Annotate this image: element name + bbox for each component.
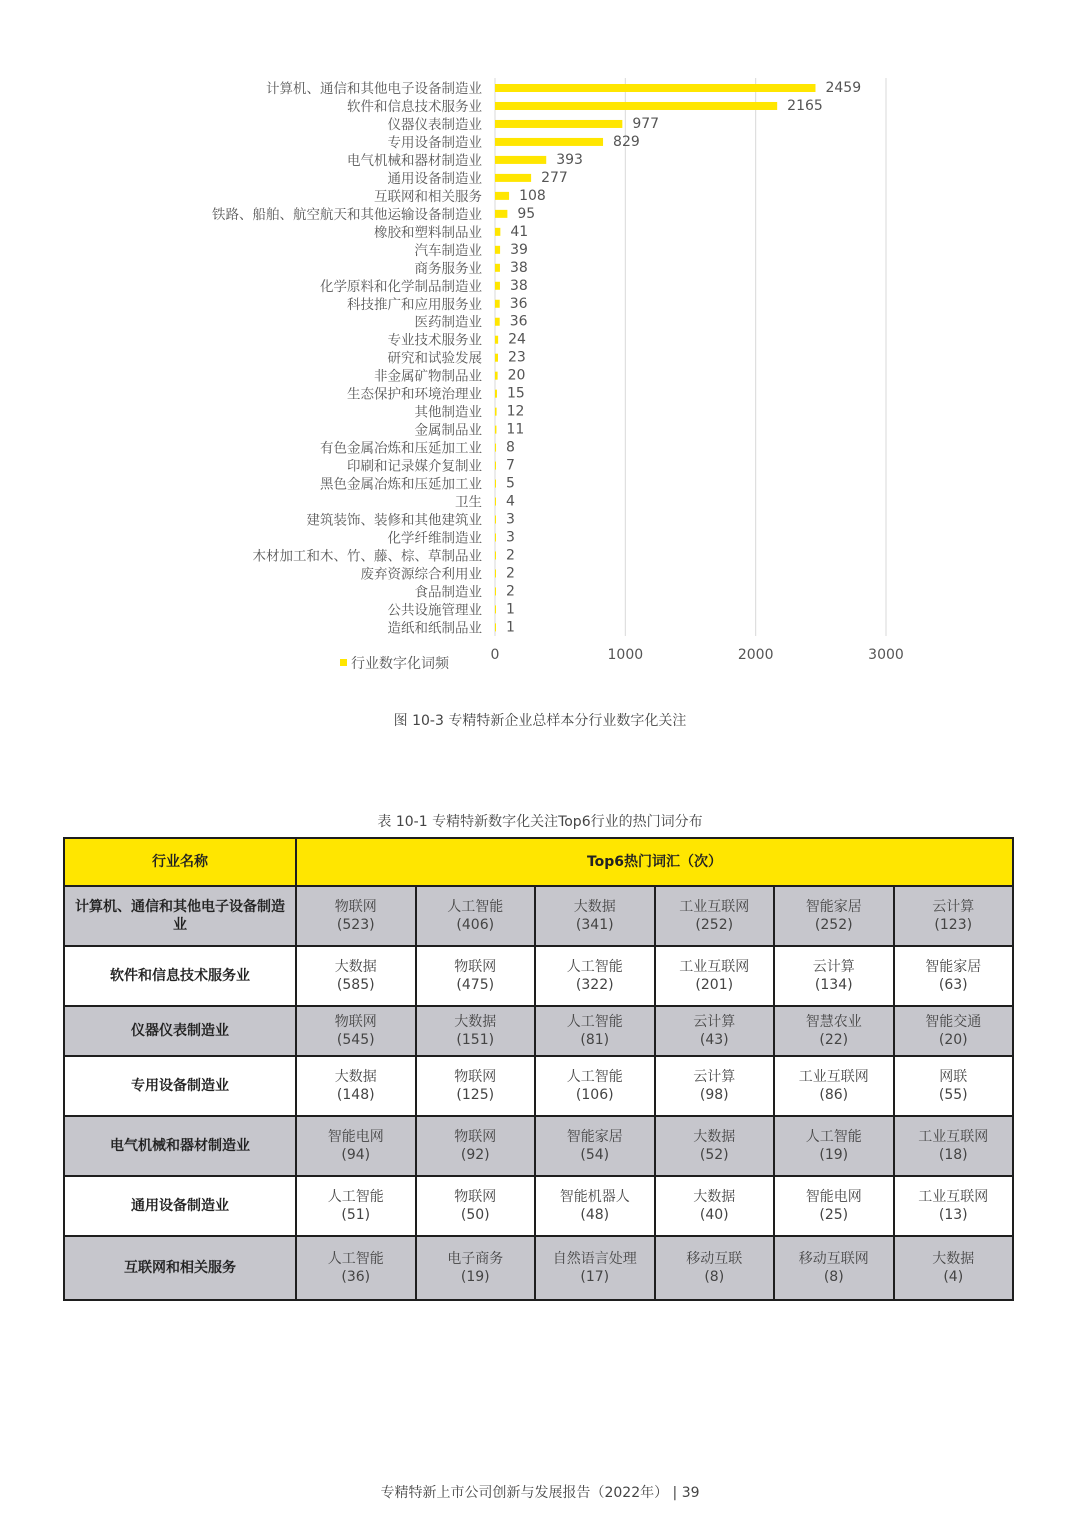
category-label: 仪器仪表制造业 — [387, 116, 482, 133]
hot-word-count: (134) — [814, 977, 853, 993]
hot-word-count: (201) — [695, 977, 734, 993]
hot-word: 物联网 — [454, 959, 497, 975]
category-label: 其他制造业 — [414, 404, 482, 421]
hot-word-cell — [535, 1236, 655, 1300]
table-row — [64, 1006, 1013, 1056]
category-label: 化学原料和化学制品制造业 — [320, 278, 482, 295]
hot-word-count: (92) — [460, 1147, 490, 1163]
value-label: 5 — [506, 475, 515, 492]
hot-word-cell — [535, 1056, 655, 1116]
value-label: 39 — [510, 241, 528, 258]
hot-word: 物联网 — [334, 899, 377, 915]
value-label: 24 — [508, 331, 526, 348]
x-tick-label: 3000 — [868, 647, 904, 663]
hot-word-count: (341) — [575, 917, 614, 933]
bar — [495, 300, 500, 308]
hot-word-cell — [416, 1116, 536, 1176]
hot-word-count: (151) — [456, 1032, 495, 1048]
value-label: 8 — [506, 439, 515, 456]
hot-word-count: (125) — [456, 1087, 495, 1103]
category-label: 通用设备制造业 — [387, 170, 482, 187]
hot-word: 工业互联网 — [918, 1189, 989, 1205]
category-label: 计算机、通信和其他电子设备制造业 — [266, 81, 482, 97]
hot-word: 云计算 — [693, 1014, 736, 1030]
category-label: 黑色金属冶炼和压延加工业 — [320, 476, 482, 493]
hot-word-cell — [655, 1056, 775, 1116]
hot-word: 工业互联网 — [798, 1069, 869, 1085]
hot-word: 云计算 — [932, 899, 975, 915]
hot-word-cell — [416, 1236, 536, 1300]
value-label: 20 — [507, 367, 526, 384]
bar — [495, 264, 500, 272]
value-label: 12 — [506, 403, 525, 420]
category-label: 电气机械和器材制造业 — [347, 152, 482, 169]
hot-word-count: (81) — [580, 1032, 610, 1048]
category-label: 专用设备制造业 — [387, 134, 482, 151]
industry-name: 计算机、通信和其他电子设备制造业 — [64, 886, 296, 946]
table-row — [64, 886, 1013, 946]
hot-word-cell — [296, 1236, 416, 1300]
hot-word-count: (8) — [704, 1269, 725, 1285]
hot-word-cell — [296, 1056, 416, 1116]
industry-name: 电气机械和器材制造业 — [64, 1116, 296, 1176]
hot-word-cell — [774, 1006, 894, 1056]
bar — [495, 444, 496, 452]
hot-word: 物联网 — [454, 1069, 497, 1085]
hot-word: 大数据 — [573, 899, 616, 915]
bar — [495, 84, 815, 92]
hot-word: 云计算 — [812, 959, 855, 975]
hot-word-count: (51) — [341, 1207, 371, 1223]
hot-word: 人工智能 — [447, 899, 504, 915]
category-label: 公共设施管理业 — [387, 602, 482, 619]
bar — [495, 587, 496, 595]
hot-word-count: (63) — [938, 977, 968, 993]
industry-name: 互联网和相关服务 — [64, 1236, 296, 1300]
hot-word-count: (55) — [938, 1087, 968, 1103]
category-label: 卫生 — [455, 494, 482, 511]
value-label: 977 — [632, 115, 660, 132]
hot-word-count: (48) — [580, 1207, 610, 1223]
category-label: 建筑装饰、装修和其他建筑业 — [306, 512, 482, 529]
bar — [495, 426, 496, 434]
value-label: 2 — [506, 547, 515, 564]
hot-word-count: (13) — [938, 1207, 968, 1223]
bar — [495, 354, 498, 362]
category-label: 医药制造业 — [414, 314, 482, 331]
hot-word: 智能电网 — [327, 1129, 384, 1145]
hot-word: 智能电网 — [805, 1189, 862, 1205]
hot-word-count: (36) — [341, 1269, 371, 1285]
hot-word-cell — [535, 1176, 655, 1236]
hot-word: 移动互联网 — [798, 1251, 869, 1267]
table-row — [64, 946, 1013, 1006]
bar — [495, 156, 546, 164]
table-header-row — [64, 838, 1013, 886]
hot-word-cell — [774, 1236, 894, 1300]
hot-word-count: (43) — [699, 1032, 729, 1048]
hot-word-cell — [296, 1006, 416, 1056]
table-caption: 表 10-1 专精特新数字化关注Top6行业的热门词分布 — [377, 814, 703, 830]
category-label: 互联网和相关服务 — [374, 188, 482, 205]
hot-word-cell — [894, 1236, 1014, 1300]
value-label: 2165 — [787, 97, 823, 114]
category-label: 金属制品业 — [414, 422, 482, 439]
table-row — [64, 1056, 1013, 1116]
value-label: 3 — [506, 511, 515, 528]
bar — [495, 569, 496, 577]
hot-word: 人工智能 — [566, 1014, 623, 1030]
hot-word: 云计算 — [693, 1069, 736, 1085]
value-label: 15 — [506, 385, 525, 402]
value-label: 393 — [556, 151, 583, 168]
bar — [495, 623, 496, 631]
hot-word-count: (4) — [943, 1269, 964, 1285]
hot-word-cell — [774, 1056, 894, 1116]
hot-word-count: (322) — [575, 977, 614, 993]
hot-word-count: (8) — [823, 1269, 844, 1285]
hot-word-count: (40) — [699, 1207, 729, 1223]
hot-word-count: (252) — [814, 917, 853, 933]
hot-word: 大数据 — [454, 1014, 497, 1030]
hot-word-cell — [416, 1056, 536, 1116]
legend-label: 行业数字化词频 — [351, 656, 449, 672]
hot-word-count: (54) — [580, 1147, 610, 1163]
bar — [495, 210, 507, 218]
hot-word-cell — [655, 946, 775, 1006]
industry-name: 仪器仪表制造业 — [64, 1006, 296, 1056]
hot-word: 智能家居 — [566, 1129, 623, 1145]
hot-word: 电子商务 — [447, 1251, 504, 1267]
legend-swatch — [340, 659, 347, 666]
hot-word-cell — [296, 946, 416, 1006]
bar — [495, 605, 496, 613]
hot-word: 智能交通 — [925, 1014, 982, 1030]
bar — [495, 174, 531, 182]
hot-word-count: (523) — [336, 917, 375, 933]
bar — [495, 408, 497, 416]
category-label: 印刷和记录媒介复制业 — [347, 458, 482, 475]
industry-name: 专用设备制造业 — [64, 1056, 296, 1116]
hot-word-cell — [774, 886, 894, 946]
hot-word: 人工智能 — [566, 1069, 623, 1085]
category-label: 铁路、船舶、航空航天和其他运输设备制造业 — [212, 206, 482, 223]
hot-word: 工业互联网 — [918, 1129, 989, 1145]
header-top6: Top6热门词汇（次） — [296, 838, 1013, 886]
hot-word-count: (22) — [819, 1032, 849, 1048]
hot-word: 自然语言处理 — [552, 1251, 637, 1267]
bar — [495, 120, 622, 128]
bar — [495, 228, 500, 236]
bar — [495, 282, 500, 290]
value-label: 1 — [506, 601, 515, 618]
hot-word-cell — [296, 1176, 416, 1236]
bar — [495, 480, 496, 488]
bar — [495, 138, 603, 146]
hot-word: 工业互联网 — [679, 899, 750, 915]
hot-word-cell — [296, 1116, 416, 1176]
bar — [495, 246, 500, 254]
hot-word-cell — [655, 1176, 775, 1236]
category-label: 食品制造业 — [414, 584, 482, 601]
hot-word-cell — [894, 886, 1014, 946]
hot-word: 智能家居 — [805, 899, 862, 915]
hot-word: 大数据 — [693, 1129, 736, 1145]
hot-word-cell — [894, 1056, 1014, 1116]
hot-word-count: (475) — [456, 977, 495, 993]
value-label: 829 — [613, 133, 640, 150]
hot-word-cell — [535, 946, 655, 1006]
bar — [495, 534, 496, 542]
category-label: 汽车制造业 — [414, 242, 482, 259]
value-label: 1 — [506, 619, 515, 636]
hot-word-count: (94) — [341, 1147, 371, 1163]
value-label: 3 — [506, 529, 515, 546]
hot-word-count: (18) — [938, 1147, 968, 1163]
value-label: 38 — [509, 277, 528, 294]
bar — [495, 516, 496, 524]
value-label: 11 — [506, 421, 525, 438]
hot-word-cell — [655, 886, 775, 946]
hot-word-cell — [894, 1176, 1014, 1236]
table-row — [64, 1176, 1013, 1236]
hot-word-cell — [894, 946, 1014, 1006]
hot-word: 大数据 — [334, 1069, 377, 1085]
hot-word-cell — [774, 1176, 894, 1236]
bar — [495, 336, 498, 344]
category-label: 研究和试验发展 — [387, 350, 482, 367]
hot-word-cell — [894, 1116, 1014, 1176]
hot-word: 大数据 — [693, 1189, 736, 1205]
table-row — [64, 1116, 1013, 1176]
value-label: 41 — [510, 223, 529, 240]
hot-word-cell — [296, 886, 416, 946]
category-label: 商务服务业 — [414, 260, 482, 277]
hot-word-cell — [535, 1006, 655, 1056]
hot-word: 人工智能 — [327, 1189, 384, 1205]
value-label: 4 — [506, 493, 515, 510]
value-label: 36 — [509, 313, 528, 330]
value-label: 23 — [507, 349, 526, 366]
hot-word-count: (585) — [336, 977, 375, 993]
category-label: 生态保护和环境治理业 — [347, 386, 482, 403]
category-label: 化学纤维制造业 — [387, 530, 482, 547]
hot-words-table — [63, 837, 1014, 1301]
header-industry: 行业名称 — [64, 838, 296, 886]
hot-word: 物联网 — [454, 1189, 497, 1205]
hot-word-cell — [894, 1006, 1014, 1056]
value-label: 2 — [506, 565, 515, 582]
value-label: 36 — [509, 295, 528, 312]
hot-word-count: (19) — [460, 1269, 490, 1285]
page-footer: 专精特新上市公司创新与发展报告（2022年） | 39 — [380, 1485, 700, 1501]
bar — [495, 102, 777, 110]
hot-word-cell — [416, 1176, 536, 1236]
hot-word-count: (123) — [934, 917, 973, 933]
hot-word-cell — [416, 1006, 536, 1056]
hot-word-count: (545) — [336, 1032, 375, 1048]
hot-word-cell — [655, 1116, 775, 1176]
figure-caption: 图 10-3 专精特新企业总样本分行业数字化关注 — [393, 713, 687, 729]
hot-word-cell — [416, 946, 536, 1006]
hot-word: 大数据 — [932, 1251, 975, 1267]
bar — [495, 192, 509, 200]
hot-word-cell — [655, 1006, 775, 1056]
hot-word-count: (406) — [456, 917, 495, 933]
hot-word-count: (86) — [819, 1087, 849, 1103]
hot-word: 工业互联网 — [679, 959, 750, 975]
hot-word: 网联 — [939, 1069, 968, 1085]
bar-chart — [0, 0, 1080, 690]
bar — [495, 551, 496, 559]
category-label: 废弃资源综合利用业 — [360, 566, 482, 583]
value-label: 108 — [519, 187, 546, 204]
category-label: 专业技术服务业 — [387, 332, 482, 349]
category-label: 软件和信息技术服务业 — [347, 98, 482, 115]
value-label: 2459 — [825, 80, 862, 96]
hot-word: 物联网 — [454, 1129, 497, 1145]
hot-word-count: (25) — [819, 1207, 849, 1223]
bar — [495, 462, 496, 470]
category-label: 造纸和纸制品业 — [387, 620, 482, 637]
hot-word: 智慧农业 — [805, 1014, 862, 1030]
value-label: 277 — [541, 169, 568, 186]
hot-word-count: (50) — [460, 1207, 490, 1223]
category-label: 木材加工和木、竹、藤、棕、草制品业 — [252, 548, 482, 565]
category-label: 非金属矿物制品业 — [374, 368, 482, 385]
value-label: 38 — [509, 259, 528, 276]
hot-word-count: (52) — [699, 1147, 729, 1163]
x-tick-label: 1000 — [607, 647, 644, 663]
hot-word: 智能家居 — [925, 959, 982, 975]
value-label: 2 — [506, 583, 515, 600]
hot-word-cell — [774, 1116, 894, 1176]
hot-word-count: (17) — [580, 1269, 610, 1285]
bar — [495, 318, 500, 326]
hot-word-cell — [655, 1236, 775, 1300]
category-label: 科技推广和应用服务业 — [347, 296, 482, 313]
category-label: 橡胶和塑料制品业 — [374, 224, 482, 241]
hot-word: 人工智能 — [566, 959, 623, 975]
hot-word-count: (19) — [819, 1147, 849, 1163]
hot-word-cell — [774, 946, 894, 1006]
value-label: 95 — [517, 205, 536, 222]
hot-word-cell — [535, 1116, 655, 1176]
hot-word-count: (98) — [699, 1087, 729, 1103]
bar — [495, 390, 497, 398]
hot-word: 物联网 — [334, 1014, 377, 1030]
hot-word: 大数据 — [334, 959, 377, 975]
hot-word-count: (252) — [695, 917, 734, 933]
hot-word-count: (20) — [938, 1032, 968, 1048]
hot-word-count: (106) — [575, 1087, 614, 1103]
value-label: 7 — [506, 457, 515, 474]
x-tick-label: 0 — [490, 647, 500, 663]
hot-word-cell — [416, 886, 536, 946]
industry-name: 软件和信息技术服务业 — [64, 946, 296, 1006]
hot-word-count: (148) — [336, 1087, 375, 1103]
hot-word-cell — [535, 886, 655, 946]
hot-word: 智能机器人 — [559, 1189, 630, 1205]
industry-name: 通用设备制造业 — [64, 1176, 296, 1236]
bar — [495, 372, 498, 380]
hot-word: 人工智能 — [327, 1251, 384, 1267]
table-row — [64, 1236, 1013, 1300]
hot-word: 人工智能 — [805, 1129, 862, 1145]
hot-word: 移动互联 — [686, 1251, 743, 1267]
bar — [495, 498, 496, 506]
category-label: 有色金属冶炼和压延加工业 — [320, 440, 482, 457]
x-tick-label: 2000 — [737, 647, 774, 663]
